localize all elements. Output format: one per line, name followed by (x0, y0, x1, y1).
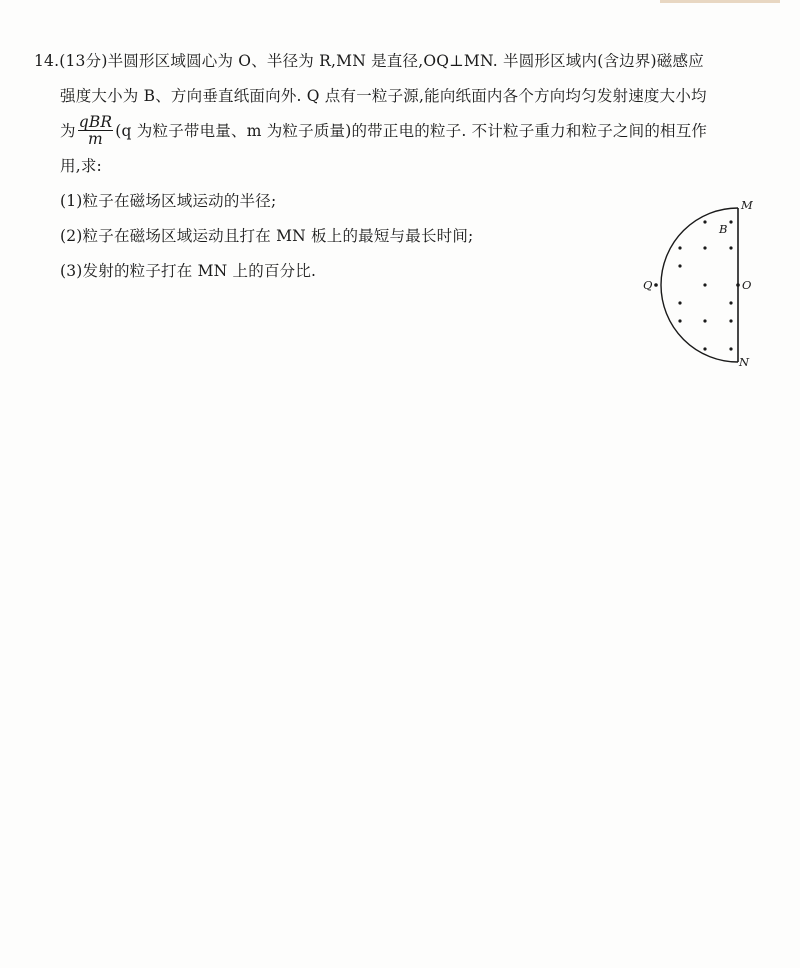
fraction-numerator: qBR (78, 112, 113, 131)
label-b: B (719, 222, 728, 236)
question-line-2: 强度大小为 B、方向垂直纸面向外. Q 点有一粒子源,能向纸面内各个方向均匀发射速度大小均 (60, 87, 707, 105)
fraction-denominator: m (88, 129, 103, 148)
field-dot (703, 246, 706, 249)
question-line-1: 14.(13分)半圆形区域圆心为 O、半径为 R,MN 是直径,OQ⊥MN. 半圆形区域内(含边界)磁感应 (34, 52, 704, 70)
field-dot (729, 220, 732, 223)
semicircle-field-diagram (636, 192, 776, 378)
question-line-3 (34, 114, 764, 149)
field-dot (703, 220, 706, 223)
field-dot (729, 319, 732, 322)
field-dot (678, 264, 681, 267)
field-dot (678, 301, 681, 304)
field-dot (736, 283, 740, 287)
field-dot (654, 283, 658, 287)
label-o: O (742, 278, 752, 292)
field-dot (729, 301, 732, 304)
field-dot (729, 347, 732, 350)
question-line-3-prefix: 为 (60, 122, 76, 140)
sub-question-2: (2)粒子在磁场区域运动且打在 MN 板上的最短与最长时间; (60, 227, 474, 245)
sub-question-3: (3)发射的粒子打在 MN 上的百分比. (60, 262, 317, 280)
label-m: M (741, 198, 753, 212)
field-dot (678, 319, 681, 322)
question-line-3-rest: (q 为粒子带电量、m 为粒子质量)的带正电的粒子. 不计粒子重力和粒子之间的相互作 (115, 122, 708, 140)
field-dot (729, 246, 732, 249)
question-line-4: 用,求: (60, 157, 102, 175)
sub-question-1: (1)粒子在磁场区域运动的半径; (60, 192, 277, 210)
label-n: N (739, 355, 750, 369)
scan-edge-mark (660, 0, 780, 3)
velocity-fraction (78, 114, 114, 147)
field-dot (703, 347, 706, 350)
label-q: Q (643, 278, 653, 292)
field-dot (678, 246, 681, 249)
field-dot (703, 319, 706, 322)
field-dot (703, 283, 706, 286)
